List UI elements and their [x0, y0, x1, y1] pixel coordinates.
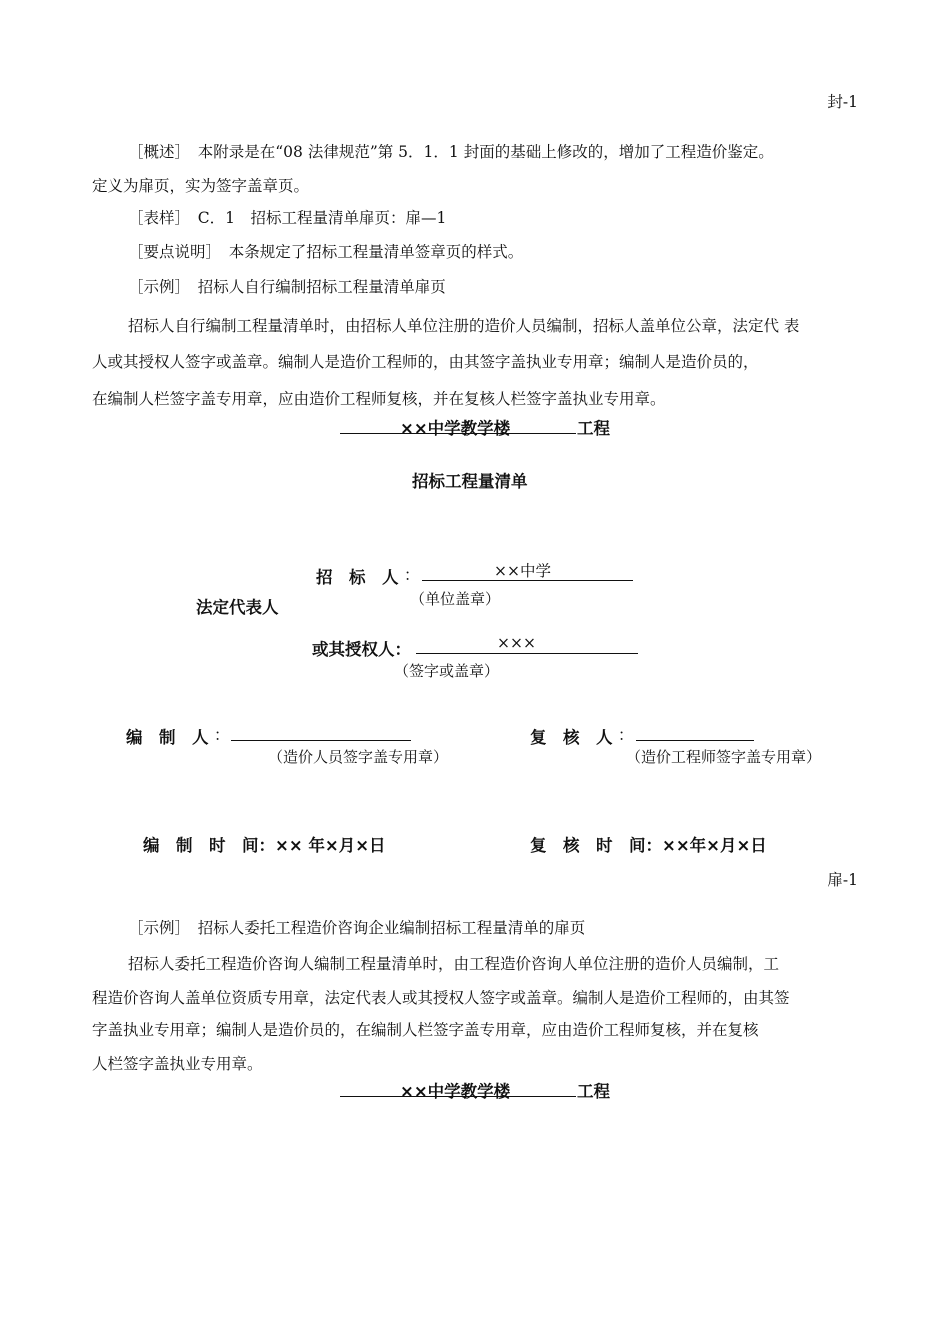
overview-line-2: 定义为扉页，实为签字盖章页。	[92, 177, 310, 195]
body1-line-2: 人或其授权人签字或盖章。编制人是造价工程师的，由其签字盖执业专用章；编制人是造价员的，	[92, 353, 759, 371]
form-title: 招标工程量清单	[412, 472, 528, 491]
overview-line-1: ［概述］ 本附录是在“08 法律规范”第 5．1．1 封面的基础上修改的，增加了工程造价鉴定。	[128, 143, 774, 161]
project2-name: ××中学教学楼	[400, 1082, 511, 1101]
compiler-note: （造价人员签字盖专用章）	[268, 748, 449, 766]
tenderer-note: （单位盖章）	[410, 590, 501, 608]
authorized-label: 或其授权人：	[312, 640, 411, 659]
project-name: ××中学教学楼	[400, 419, 511, 438]
project-suffix: 工程	[577, 419, 610, 438]
body1-line-3: 在编制人栏签字盖专用章，应由造价工程师复核，并在复核人栏签字盖执业专用章。	[92, 390, 666, 408]
reviewer-colon: ：	[618, 726, 634, 744]
body2-line-3: 字盖执业专用章；编制人是造价员的，在编制人栏签字盖专用章，应由造价工程师复核，并在复核	[92, 1021, 759, 1039]
reviewer-note: （造价工程师签字盖专用章）	[626, 748, 822, 766]
tenderer-value: ××中学	[494, 562, 551, 580]
body2-line-4: 人栏签字盖执业专用章。	[92, 1055, 263, 1073]
page-label-top: 封-1	[827, 93, 858, 111]
authorized-note: （签字或盖章）	[394, 662, 500, 680]
authorized-value: ×××	[497, 634, 536, 652]
compile-time: 编 制 时 间：×× 年×月×日	[143, 836, 386, 855]
example-heading-2: ［示例］ 招标人委托工程造价咨询企业编制招标工程量清单的扉页	[128, 919, 586, 937]
example-heading-1: ［示例］ 招标人自行编制招标工程量清单扉页	[128, 278, 446, 296]
sample-line: ［表样］ C．1 招标工程量清单扉页：扉—1	[128, 209, 447, 227]
compiler-underline	[231, 740, 411, 741]
project2-suffix: 工程	[577, 1082, 610, 1101]
page-label-bottom: 扉-1	[827, 871, 858, 889]
body1-line-1: 招标人自行编制工程量清单时，由招标人单位注册的造价人员编制，招标人盖单位公章，法定代 表	[128, 317, 800, 335]
reviewer-underline	[636, 740, 754, 741]
body2-line-2: 程造价咨询人盖单位资质专用章，法定代表人或其授权人签字或盖章。编制人是造价工程师的，由其签	[92, 989, 790, 1007]
key-points-line: ［要点说明］ 本条规定了招标工程量清单签章页的样式。	[128, 243, 524, 261]
tenderer-colon: ：	[404, 566, 420, 584]
tenderer-underline	[422, 580, 633, 581]
tenderer-label: 招 标 人	[316, 568, 399, 587]
compiler-label: 编 制 人	[126, 728, 209, 747]
reviewer-label: 复 核 人	[530, 728, 613, 747]
body2-line-1: 招标人委托工程造价咨询人编制工程量清单时，由工程造价咨询人单位注册的造价人员编制，工	[128, 955, 780, 973]
authorized-underline	[416, 653, 638, 654]
legal-rep-label: 法定代表人	[196, 598, 279, 617]
review-time: 复 核 时 间：××年×月×日	[530, 836, 767, 855]
compiler-colon: ：	[214, 726, 230, 744]
